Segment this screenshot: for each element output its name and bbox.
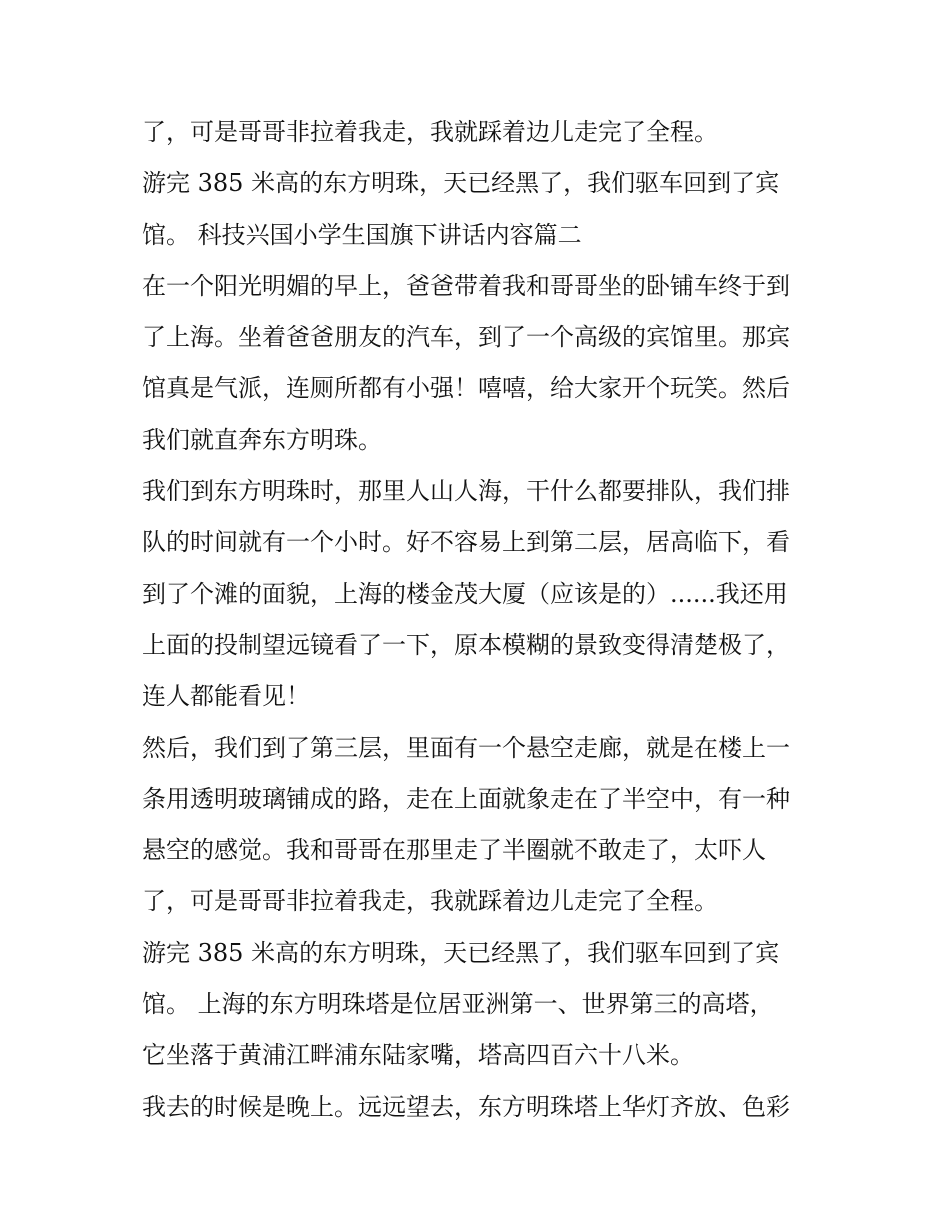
text-line: 游完 385 米高的东方明珠，天已经黑了，我们驱车回到了宾 <box>142 169 780 198</box>
text-line: 游完 385 米高的东方明珠，天已经黑了，我们驱车回到了宾 <box>142 938 780 967</box>
text-line: 然后，我们到了第三层，里面有一个悬空走廊，就是在楼上一 <box>142 733 790 762</box>
text-line: 队的时间就有一个小时。好不容易上到第二层，居高临下，看 <box>142 528 790 557</box>
text-line: 上面的投制望远镜看了一下，原本模糊的景致变得清楚极了， <box>142 630 790 659</box>
text-line: 馆。 上海的东方明珠塔是位居亚洲第一、世界第三的高塔， <box>142 990 774 1019</box>
text-line: 我们到东方明珠时，那里人山人海，干什么都要排队，我们排 <box>142 477 790 506</box>
text-line: 馆。 科技兴国小学生国旗下讲话内容篇二 <box>142 220 582 249</box>
text-line: 它坐落于黄浦江畔浦东陆家嘴，塔高四百六十八米。 <box>142 1041 694 1070</box>
text-line: 连人都能看见！ <box>142 682 310 711</box>
text-line: 了上海。坐着爸爸朋友的汽车，到了一个高级的宾馆里。那宾 <box>142 323 790 352</box>
text-line: 我们就直奔东方明珠。 <box>142 425 382 454</box>
text-line: 在一个阳光明媚的早上，爸爸带着我和哥哥坐的卧铺车终于到 <box>142 271 790 300</box>
text-line: 条用透明玻璃铺成的路，走在上面就象走在了半空中，有一种 <box>142 784 790 813</box>
text-line: 了，可是哥哥非拉着我走，我就踩着边儿走完了全程。 <box>142 118 718 146</box>
text-line: 了，可是哥哥非拉着我走，我就踩着边儿走完了全程。 <box>142 887 718 916</box>
text-line: 馆真是气派，连厕所都有小强！嘻嘻，给大家开个玩笑。然后 <box>142 374 790 403</box>
document-body <box>142 107 832 1133</box>
text-line: 到了个滩的面貌，上海的楼金茂大厦（应该是的）......我还用 <box>142 579 788 608</box>
text-line: 我去的时候是晚上。远远望去，东方明珠塔上华灯齐放、色彩 <box>142 1092 790 1121</box>
text-line: 悬空的感觉。我和哥哥在那里走了半圈就不敢走了，太吓人 <box>142 836 766 865</box>
